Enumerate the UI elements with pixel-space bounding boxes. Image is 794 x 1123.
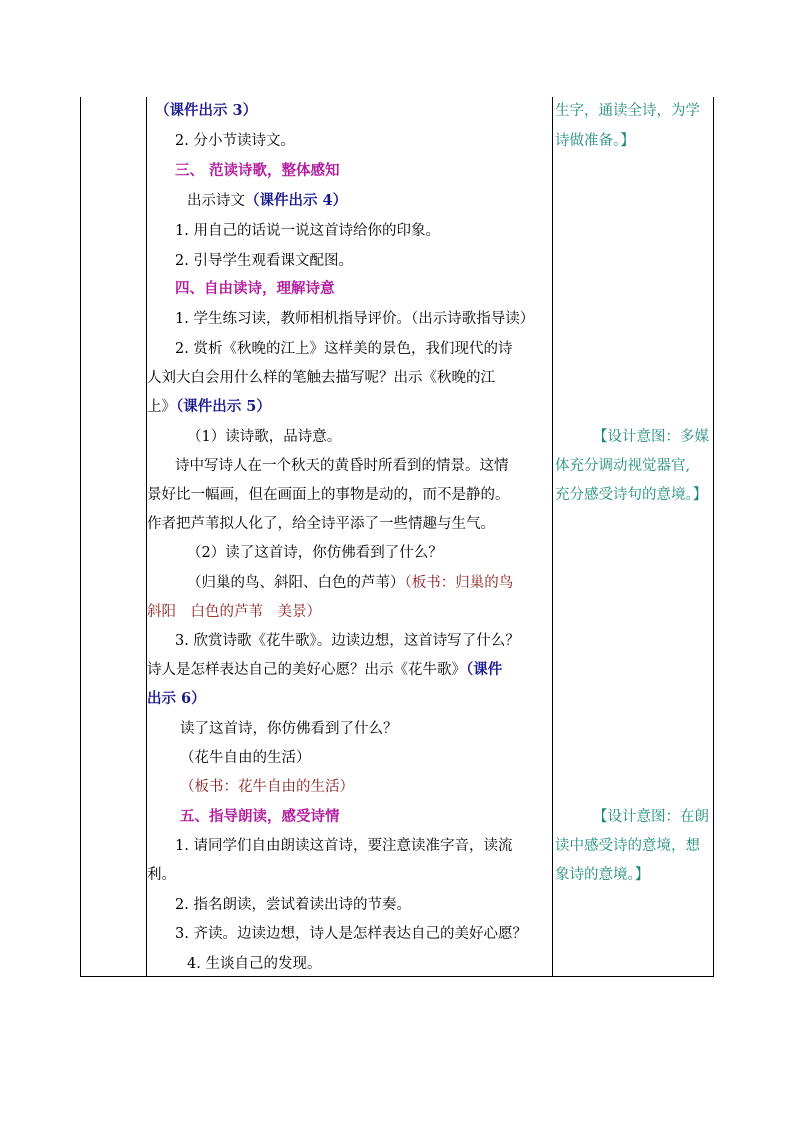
- lesson-line: [147, 689, 206, 709]
- lesson-line: [147, 368, 495, 388]
- lesson-text: 3. 齐读。边读边想，诗人是怎样表达自己的美好心愿？: [175, 926, 527, 942]
- lesson-text: 4. 生谈自己的发现。: [187, 956, 322, 972]
- lesson-line: [175, 221, 440, 241]
- lesson-line: [175, 161, 340, 181]
- lesson-line: [180, 777, 354, 797]
- lesson-line: [175, 924, 527, 944]
- lesson-text: 2. 引导学生观看课文配图。: [175, 253, 353, 269]
- lesson-line: [175, 339, 512, 359]
- lesson-text: 景好比一幅画，但在画面上的事物是动的，而不是静的。: [147, 487, 510, 503]
- lesson-line: [175, 309, 534, 329]
- lesson-text: 利。: [147, 867, 176, 883]
- lesson-text: （1）读诗歌，品诗意。: [187, 429, 342, 445]
- table-border-col1: [146, 97, 147, 977]
- lesson-text: （花牛自由的生活）: [180, 750, 311, 766]
- design-intent-line: 诗做准备。】: [555, 133, 635, 149]
- lesson-line: [187, 543, 443, 563]
- lesson-text: 诗人是怎样表达自己的美好心愿？出示《花牛歌》: [147, 662, 466, 678]
- lesson-table: [80, 97, 714, 977]
- lesson-line: [175, 631, 520, 651]
- lesson-line: [155, 101, 257, 121]
- lesson-text: （课件出示 3）: [155, 102, 258, 119]
- lesson-text: （2）读了这首诗，你仿佛看到了什么？: [187, 545, 443, 561]
- lesson-line: [147, 660, 502, 680]
- lesson-line: [147, 514, 495, 534]
- lesson-line: [187, 191, 347, 211]
- lesson-text: （课件: [466, 661, 503, 678]
- lesson-line: [187, 954, 321, 974]
- lesson-line: [180, 807, 340, 827]
- lesson-line: [187, 573, 513, 593]
- lesson-line: [147, 865, 176, 885]
- design-intent-line: 生字，通读全诗，为学: [555, 103, 700, 119]
- table-border-left: [80, 97, 81, 977]
- lesson-text: 出示诗文: [187, 193, 245, 209]
- lesson-line: [147, 602, 321, 622]
- lesson-text: 1. 请同学们自由朗读这首诗，要注意读准字音，读流: [175, 838, 513, 854]
- lesson-line: [180, 719, 398, 739]
- lesson-line: [175, 456, 509, 476]
- lesson-line: [175, 279, 335, 299]
- lesson-text: 人刘大白会用什么样的笔触去描写呢？出示《秋晚的江: [147, 370, 495, 386]
- design-intent-line: 【设计意图：在朗: [593, 809, 709, 825]
- lesson-text: 2. 指名朗读，尝试着读出诗的节奏。: [175, 897, 411, 913]
- lesson-text: 读了这首诗，你仿佛看到了什么？: [180, 721, 398, 737]
- lesson-text: （板书：归巢的鸟: [404, 575, 514, 591]
- lesson-text: 2. 赏析《秋晚的江上》这样美的景色，我们现代的诗: [175, 341, 513, 357]
- lesson-line: [187, 427, 341, 447]
- lesson-line: [175, 895, 411, 915]
- lesson-text: 诗中写诗人在一个秋天的黄昏时所看到的情景。这情: [175, 458, 509, 474]
- lesson-text: 三、 范读诗歌，整体感知: [175, 162, 340, 179]
- design-intent-line: 【设计意图：多媒: [593, 429, 709, 445]
- design-intent-line: 体充分调动视觉器官,: [555, 458, 691, 474]
- lesson-text: （归巢的鸟、斜阳、白色的芦苇）: [187, 575, 405, 591]
- lesson-line: [175, 131, 295, 151]
- lesson-line: [147, 485, 510, 505]
- lesson-text: 出示 6）: [147, 690, 206, 707]
- design-intent-line: 充分感受诗句的意境。】: [555, 487, 708, 503]
- lesson-text: 1. 用自己的话说一说这首诗给你的印象。: [175, 223, 440, 239]
- design-intent-line: 象诗的意境。】: [555, 867, 650, 883]
- lesson-text: 斜阳 白色的芦苇 美景）: [147, 604, 321, 620]
- lesson-text: 1. 学生练习读，教师相机指导评价。（出示诗歌指导读）: [175, 311, 535, 327]
- lesson-text: 作者把芦苇拟人化了，给全诗平添了一些情趣与生气。: [147, 516, 495, 532]
- lesson-text: 2. 分小节读诗文。: [175, 133, 295, 149]
- table-border-right: [713, 97, 714, 977]
- lesson-text: （板书：花牛自由的生活）: [180, 779, 354, 795]
- lesson-line: [175, 251, 353, 271]
- lesson-line: [180, 748, 311, 768]
- lesson-line: [175, 836, 512, 856]
- design-intent-line: 读中感受诗的意境，想: [555, 838, 700, 854]
- lesson-text: （课件出示 5）: [176, 398, 271, 415]
- lesson-text: 五、指导朗读，感受诗情: [180, 808, 340, 825]
- lesson-text: （课件出示 4）: [245, 192, 348, 209]
- lesson-text: 3. 欣赏诗歌《花牛歌》。边读边想，这首诗写了什么？: [175, 633, 520, 649]
- table-border-bottom: [80, 976, 714, 977]
- lesson-line: [147, 397, 271, 417]
- lesson-text: 四、自由读诗，理解诗意: [175, 280, 335, 297]
- lesson-text: 上》: [147, 399, 176, 415]
- table-border-col2: [552, 97, 553, 977]
